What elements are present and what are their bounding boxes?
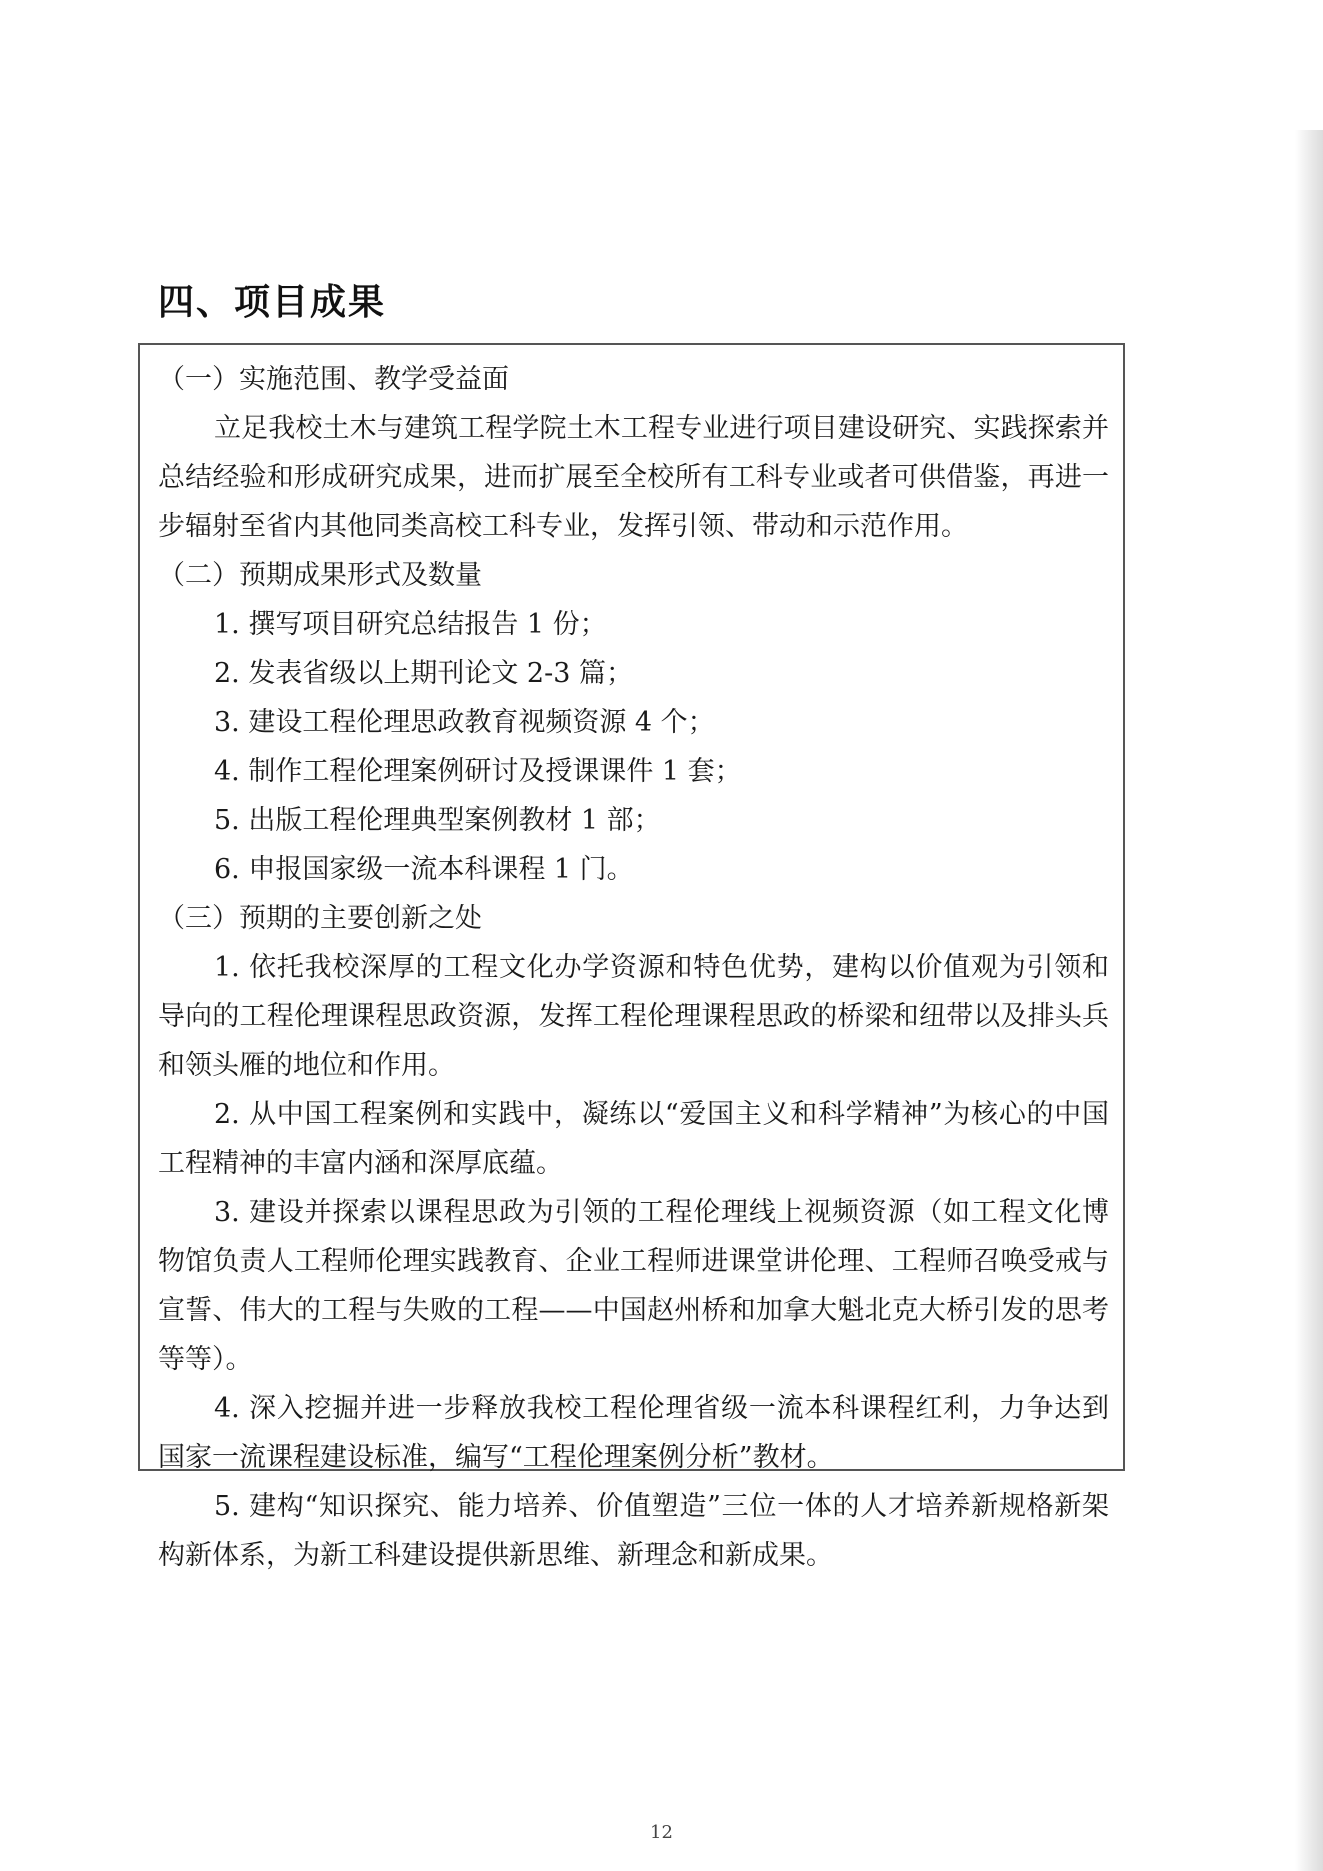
content-box (138, 343, 1125, 1571)
part1-paragraph: 立足我校土木与建筑工程学院土木工程专业进行项目建设研究、实践探索并总结经验和形成研究成果，进而扩展至全校所有工科专业或者可供借鉴，再进一步辐射至省内其他同类高校工科专业，发挥引领、带动和示范作用。 (158, 413, 1109, 542)
innovation-paragraph: 3. 建设并探索以课程思政为引领的工程伦理线上视频资源（如工程文化博物馆负责人工程师伦理实践教育、企业工程师进课堂讲伦理、工程师召唤受戒与宣誓、伟大的工程与失败的工程——中国赵州桥和加拿大魁北克大桥引发的思考等等）。 (158, 1197, 1109, 1375)
outcome-item: 2. 发表省级以上期刊论文 2-3 篇； (214, 658, 633, 689)
outcome-item: 3. 建设工程伦理思政教育视频资源 4 个； (214, 707, 715, 738)
page-number: 12 (650, 1822, 673, 1843)
scan-shadow-edge (1295, 130, 1323, 1871)
innovation-paragraph: 1. 依托我校深厚的工程文化办学资源和特色优势，建构以价值观为引领和导向的工程伦理课程思政资源，发挥工程伦理课程思政的桥梁和纽带以及排头兵和领头雁的地位和作用。 (158, 952, 1109, 1081)
innovation-paragraph: 4. 深入挖掘并进一步释放我校工程伦理省级一流本科课程红利，力争达到国家一流课程建设标准，编写“工程伦理案例分析”教材。 (158, 1393, 1109, 1473)
part3-heading: （三）预期的主要创新之处 (158, 903, 482, 934)
innovation-paragraph: 2. 从中国工程案例和实践中，凝练以“爱国主义和科学精神”为核心的中国工程精神的丰富内涵和深厚底蕴。 (158, 1099, 1109, 1179)
outcome-item: 1. 撰写项目研究总结报告 1 份； (214, 609, 607, 640)
section-title: 四、项目成果 (158, 281, 387, 323)
part1-heading: （一）实施范围、教学受益面 (158, 364, 509, 395)
innovation-paragraph: 5. 建构“知识探究、能力培养、价值塑造”三位一体的人才培养新规格新架构新体系，为新工科建设提供新思维、新理念和新成果。 (158, 1491, 1109, 1571)
outcome-item: 6. 申报国家级一流本科课程 1 门。 (214, 854, 634, 885)
outcome-item: 5. 出版工程伦理典型案例教材 1 部； (214, 805, 661, 836)
part2-heading: （二）预期成果形式及数量 (158, 560, 482, 591)
outcome-item: 4. 制作工程伦理案例研讨及授课课件 1 套； (214, 756, 742, 787)
